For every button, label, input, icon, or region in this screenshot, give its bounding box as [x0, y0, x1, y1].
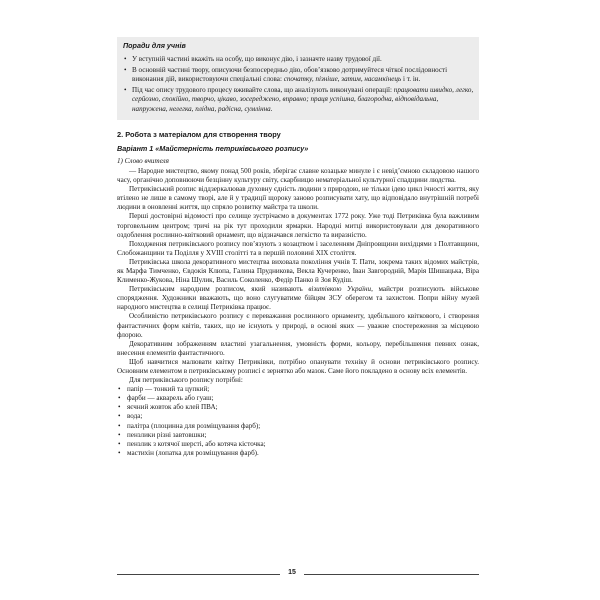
tip-item-2-end: і т. ін. — [401, 75, 421, 84]
paragraph-9: Щоб навчитися малювати квітку Петриківки, потрібно опанувати техніку й основи петриківського розпису. Основним елементом в петриківському розписі є зернятко або мазок. Саме його покладено в основу всіх елементів. — [117, 357, 479, 375]
supply-item: • фарби — акварель або гуаш; — [117, 394, 479, 403]
tip-item-3 — [123, 86, 474, 113]
subhead: 1) Слово вчителя — [117, 156, 169, 165]
supply-item: • яєчний жовток або клей ПВА; — [117, 403, 479, 412]
paragraph-8: Декоративним зображенням властиві узагальнення, умовність форми, кольору, перебільшення певних ознак, внесення елементів фантастичного. — [117, 339, 479, 357]
paragraph-3: Перші достовірні відомості про селище зустрічаємо в документах 1772 року. Уже тоді Петриківка була важливим торговельним центром; тричі на рік тут проходили ярмарки. Народні митці використовували для декоративного оздоблення рослинно-квітковий орнамент, що відзначався легкістю та виразністю. — [117, 212, 479, 239]
paragraph-2: Петриківський розпис віддзеркалював духовну єдність людини з природою, не тільки ідею цикл ічності життя, яку втілено не лише в самому творі, але й у традиції щороку заново розписувати хату, що відповідало внутрішній потребі людини в оновленні життя, що спряло розвитку майстра та школи. — [117, 185, 479, 212]
tip-item-2 — [123, 66, 474, 84]
paragraph-7: Особливістю петриківського розпису є переважання рослинного орнаменту, здебільшого квіткового, і створення фантастичних форм квітів, таких, що не існують у природі, в основі яких — уважне спостереження за місцевою флорою. — [117, 312, 479, 339]
page-number: 15 — [280, 569, 304, 576]
supply-item: • палітра (плоцинна для розміщування фарб); — [117, 422, 479, 431]
supply-item: • вода; — [117, 412, 479, 421]
section-title: 2. Робота з матеріалом для створення твору — [117, 129, 281, 139]
paragraph-5: Петриківська школа декоративного мистецтва виховала покоління учнів Т. Пати, зокрема таких відомих майстрів, як Марфа Тимченко, Євдокія Клюпа, Галина Прудникова, Векла Кучеренко, Іван Завгородній, Марія Шишацька, Віра Клименко-Жукова, Ніна Шулик, Василь Соколенко, Федір Панко й Зоя Кудіш. — [117, 257, 479, 285]
tip-item-2-text: В основній частині твору, описуючи безпосередньо дію, обов’язково дотримуйтеся чіткої послідовності виконання дій, використовуючи спеціальні слова: — [132, 66, 448, 84]
supply-item: • мастихін (лопатка для розміщування фарб). — [117, 449, 479, 458]
tips-title: Поради для учнів — [123, 41, 186, 50]
supply-item: • пензлики різні завтовшки; — [117, 431, 479, 440]
page-content — [117, 37, 479, 458]
list-intro: Для петриківського розпису потрібні: — [129, 376, 243, 385]
paragraph-4: Походження петриківського розпису пов’язують з козацтвом і заселенням Дніпровщини вихідцями з Полтавщини, Слобожанщини та Поділля у XVIII столітті та в першій половині XIX століття. — [117, 239, 479, 257]
paragraph-6a: Петриківським народним розписом, який називають — [129, 285, 309, 294]
supply-item: • пензлик з котячої шерсті, або котяча кісточка; — [117, 440, 479, 449]
paragraph-6 — [117, 285, 479, 312]
tip-item-3-words: працювати швидко, легко, серйозно, спокійно, творчо, цікаво, зосереджено, вправно; праця успішна, благородна, відповідальна, напружена, нелегка, плідна, радісна, сумлінна. — [132, 86, 474, 113]
paragraph-1: — Народне мистецтво, якому понад 500 років, зберігає славне козацьке минуле і є невід’ємною складовою нашого часу, органічно доповнюючи безцінну культуру світу, скарбницю нематеріальної культурної спадщини людства. — [117, 166, 479, 185]
tips-box — [117, 37, 479, 120]
paragraph-6-italic: візитівкою України — [308, 285, 372, 294]
tip-item-3-text: Під час опису трудового процесу вживайте слова, що аналізують виконувані операції: — [132, 86, 392, 95]
tip-item-2-words: спочатку, пізніше, затим, насамкінець — [283, 75, 402, 84]
paragraph-6b: , майстри розписують військове спорядження. Художники вважають, що воно слугуватиме бійцям ЗСУ оберегом та захистом. Попри війну музей народного мистецтва в селищі Петриківка працює. — [117, 285, 479, 312]
variant-title: Варіант 1 «Майстерність петриківського розпису» — [117, 143, 309, 153]
supplies-list — [117, 385, 479, 458]
tip-item-1: • У вступній частині вкажіть на особу, що виконує дію, і зазначте назву трудової дії. — [123, 55, 474, 64]
supply-item: • папір — тонкий та цупкий; — [117, 385, 479, 394]
